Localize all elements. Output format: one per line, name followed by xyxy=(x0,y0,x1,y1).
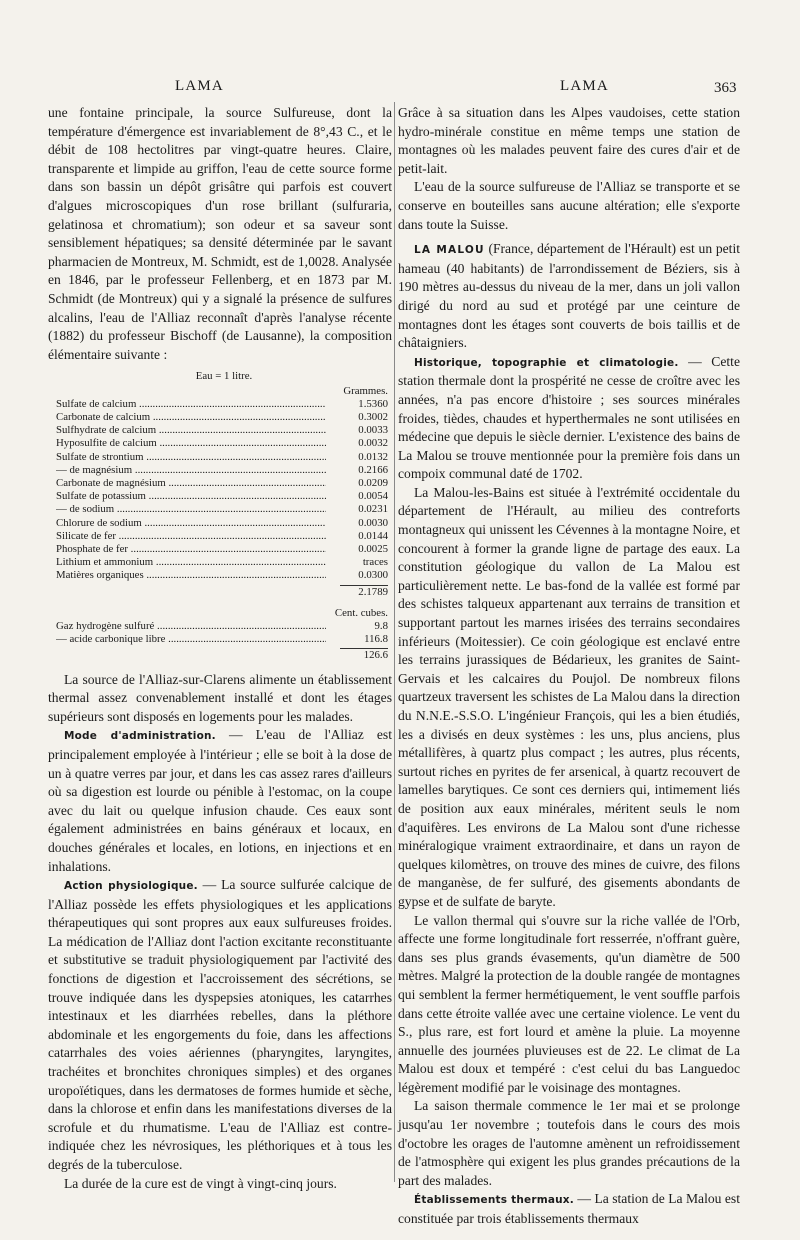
row-value: 0.0025 xyxy=(358,542,388,555)
paragraph-text: — Cette station thermale dont la prospérité ne cesse de croître avec les années, n'a pas encore d'histoire ; ses sources minérales froides, tièdes, chaudes et hyperthermales ne sont utilisées en médecine que depuis le siècle dernier. L'existence des bains de La Malou se trouve mentionnée pour la première fois dans un compoix communal daté de 1702. xyxy=(398,353,740,482)
paragraph-text: — La source sulfurée calcique de l'Alliaz possède les effets physiologiques et les applications thérapeutiques qui sont propres aux eaux sulfureuses froides. La médication de l'Alliaz dont l'action excitante reconstituante et substitutive se traduit physiologiquement par l'activité des fonctions de digestion et l'accroissement des sécrétions, se trouve indiquée dans les dyspepsies atoniques, les catarrhes intestinaux et les diarrhées rebelles, dans la pléthore abdominale et les engorgements du foie, dans les affections catarrhales des voies aériennes (pharyngites, laryngites, trachéites et bronchites chroniques simples) et des organes uropoïétiques, dans les dermatoses de formes humide et sèche, dans la chlorose et enfin dans les manifestations diverses de la scrofule et du rhumatisme. L'eau de l'Alliaz est contre-indiquée chez les névrosiques, les pléthoriques et à tous les degrés de la tuberculose. xyxy=(48,877,392,1173)
row-value: 0.0300 xyxy=(358,569,388,582)
section-label: Historique, topographie et climatologie. xyxy=(414,356,679,369)
table-total xyxy=(56,583,392,599)
row-value: 0.0030 xyxy=(358,516,388,529)
paragraph: Grâce à sa situation dans les Alpes vaudoises, cette station hydro-minérale constitue en même temps une station de montagnes où les malades peuvent faire des cures d'air et de petit-lait. xyxy=(398,105,740,176)
row-name: Sulfate de strontium ..... xyxy=(56,451,326,464)
table-row xyxy=(56,556,392,569)
table-row xyxy=(56,569,392,582)
table-row xyxy=(56,477,392,490)
paragraph-text: — L'eau de l'Alliaz est principalement employée à l'intérieur ; elle se boit à la dose de un à quatre verres par jour, et dans les cas assez rares d'ailleurs où sa digestion est lourde ou pénible à l'estomac, on la coupe avec du lait ou quelque infusion chaude. Ces eaux sont également administrées en bains généraux et locaux, en douches générales et locales, en lotions, en injections et en inhalations. xyxy=(48,727,393,874)
row-name: Carbonate de calcium ..... xyxy=(56,411,326,424)
paragraph: La durée de la cure est de vingt à vingt-cinq jours. xyxy=(64,1175,337,1191)
entry-paragraph xyxy=(398,240,740,353)
row-name: Sulfate de potassium ..... xyxy=(56,490,326,503)
row-name: Matières organiques ..... xyxy=(56,569,326,582)
row-name: Carbonate de magnésium ..... xyxy=(56,477,326,490)
table-row xyxy=(56,633,392,646)
gas-total xyxy=(56,646,392,662)
running-head-left: LAMA xyxy=(175,78,224,94)
row-name: Lithium et ammonium ..... xyxy=(56,556,326,569)
gas-unit: Cent. cubes. xyxy=(334,606,388,619)
row-name: Sulfate de calcium ..... xyxy=(56,398,326,411)
entry-heading: LA MALOU xyxy=(414,244,485,257)
row-value: 116.8 xyxy=(364,633,388,646)
gas-total-value: 126.6 xyxy=(340,648,388,662)
row-value: traces xyxy=(362,556,388,569)
row-name: Phosphate de fer ..... xyxy=(56,543,326,556)
table-row xyxy=(56,424,392,437)
row-name: — de magnésium ..... xyxy=(56,464,326,477)
paragraph: une fontaine principale, la source Sulfureuse, dont la température d'émergence est invariablement de 8°,43 C., et le débit de 108 hectolitres par vingt-quatre heures. Claire, transparente et limpide au griffon, l'eau de cette source forme dans son bassin un dépôt grisâtre qui parfois est couvert d'algues microscopiques d'un rose brillant (sulfuraria, gelatinosa et chromatium); son odeur et sa saveur sont sensiblement hépatiques; sa densité déterminée par le savant pharmacien de Montreux, M. Schmidt, est de 1,0028. Analysée en 1846, par le professeur Fellenberg, et en 1873 par M. Schmidt (de Montreux) qui y a signalé la présence de sulfures alcalins, l'eau de l'Alliaz reconnaît d'après l'analyse récente (1882) du professeur Bischoff (de Lausanne), la composition élémentaire suivante : xyxy=(48,105,392,362)
paragraph xyxy=(48,876,392,1175)
paragraph: L'eau de la source sulfureuse de l'Alliaz se transporte et se conserve en bouteilles sans aucune altération; elle s'exporte dans toute la Suisse. xyxy=(398,179,740,232)
paragraph: Le vallon thermal qui s'ouvre sur la riche vallée de l'Orb, affecte une forme longitudinale fort resserrée, n'offrant guère, dans ses plus grands évasements, qu'un diamètre de 500 mètres. Malgré la protection de la double rangée de montagnes qui semblent la fermer hermétiquement, le vent souffle parfois dans cette étroite vallée avec une certaine violence. Le vent du S., plus rare, est fort lourd et amène la pluie. La moyenne annuelle des journées pluvieuses est de 22. Le climat de La Malou est doux et tempéré : c'est celui du bas Languedoc légèrement modifié par le voisinage des montagnes. xyxy=(398,912,740,1095)
row-name: — acide carbonique libre ..... xyxy=(56,633,326,646)
row-name: Silicate de fer ..... xyxy=(56,530,326,543)
row-name: — de sodium ..... xyxy=(56,503,326,516)
row-value: 9.8 xyxy=(374,619,388,632)
section-label: Établissements thermaux. xyxy=(414,1194,574,1207)
row-value: 0.0209 xyxy=(358,476,388,489)
paragraph xyxy=(48,726,392,876)
row-value: 0.2166 xyxy=(358,463,388,476)
row-name: Gaz hydrogène sulfuré ..... xyxy=(56,620,326,633)
table-unit: Grammes. xyxy=(343,384,388,397)
table-row xyxy=(56,451,392,464)
table-row xyxy=(56,437,392,450)
row-value: 0.0144 xyxy=(358,529,388,542)
paragraph xyxy=(398,353,740,484)
gas-rows xyxy=(56,620,392,646)
table-row xyxy=(56,517,392,530)
row-name: Chlorure de sodium ..... xyxy=(56,517,326,530)
row-value: 0.0033 xyxy=(358,424,388,437)
paragraph-text: (France, département de l'Hérault) est un petit hameau (40 habitants) de l'arrondissement de Béziers, sis à 190 mètres au-dessus du niveau de la mer, dans un joli vallon dirigé du nord au sud et protégé par une ceinture de montagnes dont les étages sont couverts de bois taillis et de châtaigniers. xyxy=(398,241,740,351)
table-row xyxy=(56,620,392,633)
table-row xyxy=(56,543,392,556)
table-row xyxy=(56,464,392,477)
row-value: 0.0231 xyxy=(358,503,388,516)
row-name: Sulfhydrate de calcium ..... xyxy=(56,424,326,437)
paragraph-text: — La station de La Malou est constituée par trois établissements thermaux xyxy=(398,1191,740,1227)
table-row xyxy=(56,411,392,424)
section-label: Mode d'administration. xyxy=(64,730,216,743)
composition-table xyxy=(56,370,392,662)
table-title: Eau = 1 litre. xyxy=(195,370,253,383)
row-name: Hyposulfite de calcium ..... xyxy=(56,437,326,450)
row-value: 0.0132 xyxy=(358,450,388,463)
row-value: 0.3002 xyxy=(358,410,388,423)
paragraph: La source de l'Alliaz-sur-Clarens alimente un établissement thermal assez convenablement installé et dont les étages supérieurs sont disposés en logements pour les malades. xyxy=(48,671,392,724)
paragraph: La saison thermale commence le 1er mai et se prolonge jusqu'au 1er novembre ; toutefois dans le cours des mois d'octobre les orages de l'automne amènent un refroidissement de l'atmosphère qui exigent les plus grandes précautions de la part des malades. xyxy=(398,1098,740,1188)
row-value: 0.0032 xyxy=(358,437,388,450)
table-rows xyxy=(56,398,392,583)
page-number: 363 xyxy=(714,80,737,96)
total-value: 2.1789 xyxy=(340,585,388,599)
table-row xyxy=(56,490,392,503)
running-head-right: LAMA xyxy=(560,78,609,94)
right-column xyxy=(398,104,740,1229)
paragraph xyxy=(398,1190,740,1228)
left-column xyxy=(48,104,392,1193)
row-value: 1.5360 xyxy=(358,397,388,410)
column-divider xyxy=(394,102,395,1182)
row-value: 0.0054 xyxy=(358,490,388,503)
table-row xyxy=(56,530,392,543)
table-row xyxy=(56,503,392,516)
paragraph: La Malou-les-Bains est située à l'extrémité occidentale du département de l'Hérault, au milieu des contreforts montagneux qui unissent les Cévennes à la montagne Noire, et concourent à former la grande ligne de partage des eaux. La constitution géologique du vallon de La Malou est particulièrement nette. Le bas-fond de la vallée est formé par des schistes talqueux appartenant aux terrains de transition et supportant partout les marnes irisées des terrains secondaires inférieurs (Moitessier). Ce coin géologique est enclavé entre les terrains jurassiques de Bédarieux, les granites de Saint-Gervais et les calcaires du Poujol. De nombreux filons quartzeux traversent les schistes de La Malou dans la direction du N.N.E.-S.S.O. L'ingénieur François, qui les a bien étudiés, les a divisés en deux systèmes : les uns, plus anciens, plus métallifères, à quartz plus compact ; les autres, plus récents, surtout riches en pyrites de fer arsenical, à quartz recouvert de lamelles barytiques. Ce sont ces derniers qui, intimement liés de position aux eaux minérales, méritent seuls le nom d'aquifères. Les environs de La Malou sont d'une richesse minéralogique vraiment extraordinaire, et dans un rayon de quelques kilomètres, on trouve des mines de cuivre, des filons de manganèse, de fer sulfuré, des gisements abondants de gypse et de sulfate de baryte. xyxy=(398,484,740,909)
section-label: Action physiologique. xyxy=(64,880,198,893)
table-row xyxy=(56,398,392,411)
